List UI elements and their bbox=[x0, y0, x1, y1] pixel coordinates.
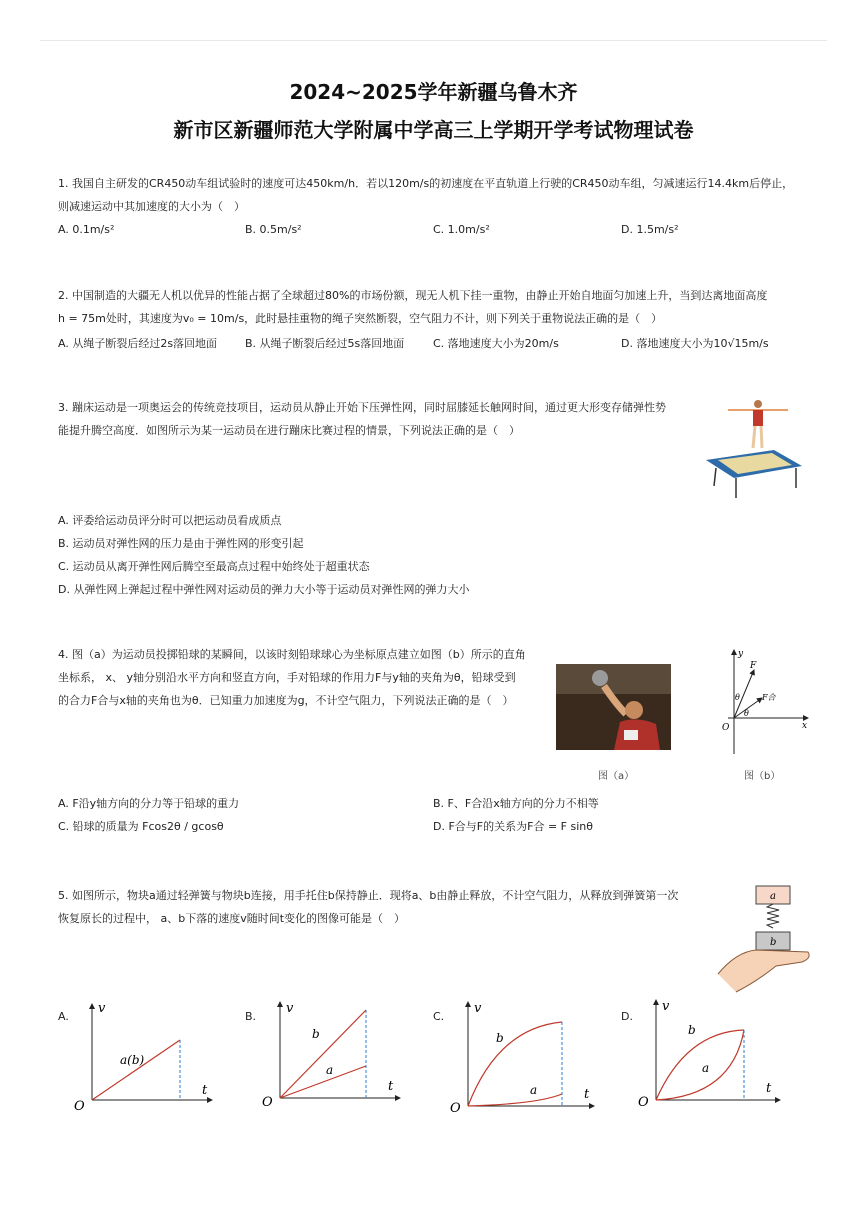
graph-b-letter: B. bbox=[245, 1010, 257, 1023]
q2-option-d[interactable]: D. 落地速度大小为10√15m/s bbox=[621, 337, 769, 350]
q1-option-b[interactable]: B. 0.5m/s² bbox=[245, 223, 302, 236]
block-b-label: b bbox=[770, 937, 777, 948]
graph-b-v-label: v bbox=[286, 1001, 294, 1016]
q2-option-b[interactable]: B. 从绳子断裂后经过5s落回地面 bbox=[245, 337, 405, 350]
graph-d-line-b-label: b bbox=[688, 1023, 696, 1037]
question-3-line2: 能提升腾空高度．如图所示为某一运动员在进行蹦床比赛过程的情景，下列说法正确的是（ ） bbox=[58, 424, 520, 437]
graph-b-line-b-label: b bbox=[312, 1027, 320, 1041]
graph-a[interactable] bbox=[72, 1000, 222, 1115]
fig-b-theta-1: θ bbox=[735, 693, 740, 702]
graph-d-t-label: t bbox=[766, 1081, 772, 1096]
graph-d-origin: O bbox=[638, 1095, 649, 1110]
graph-c-origin: O bbox=[450, 1101, 461, 1116]
force-diagram bbox=[718, 646, 818, 756]
question-1-line2: 则减速运动中其加速度的大小为（ ） bbox=[58, 200, 245, 213]
graph-a-letter: A. bbox=[58, 1010, 69, 1023]
fig-b-fc-label: F合 bbox=[762, 693, 776, 702]
q4-option-d[interactable]: D. F合与F的关系为F合 = F sinθ bbox=[433, 820, 593, 833]
graph-c-line-a-label: a bbox=[530, 1083, 538, 1097]
page-title-line2: 新市区新疆师范大学附属中学高三上学期开学考试物理试卷 bbox=[173, 118, 694, 142]
shot-put-photo bbox=[556, 664, 671, 750]
fig-b-origin-label: O bbox=[722, 723, 730, 733]
q2-option-c[interactable]: C. 落地速度大小为20m/s bbox=[433, 337, 559, 350]
question-2-line2: h = 75m处时，其速度为v₀ = 10m/s，此时悬挂重物的绳子突然断裂，空气阻力不计，则下列关于重物说法正确的是（ ） bbox=[58, 312, 663, 325]
graph-a-origin: O bbox=[74, 1099, 85, 1114]
q4-option-c[interactable]: C. 铅球的质量为 Fcos2θ / gcosθ bbox=[58, 820, 224, 833]
graph-d-line-a-label: a bbox=[702, 1061, 710, 1075]
question-3-line1: 3. 蹦床运动是一项奥运会的传统竞技项目，运动员从静止开始下压弹性网，同时屈膝延长触网时间，通过更大形变存储弹性势 bbox=[58, 401, 666, 414]
question-3 bbox=[58, 396, 698, 442]
q1-option-d[interactable]: D. 1.5m/s² bbox=[621, 223, 679, 236]
graph-d[interactable] bbox=[636, 996, 786, 1111]
fig-b-y-label: y bbox=[738, 649, 744, 659]
graph-c-v-label: v bbox=[474, 1001, 482, 1016]
spring-blocks-figure bbox=[716, 882, 816, 994]
q3-option-a[interactable]: A. 评委给运动员评分时可以把运动员看成质点 bbox=[58, 514, 282, 527]
question-1 bbox=[58, 172, 793, 218]
graph-c[interactable] bbox=[448, 998, 598, 1116]
q4-option-b[interactable]: B. F、F合沿x轴方向的分力不相等 bbox=[433, 797, 599, 810]
question-4-line3: 的合力F合与x轴的夹角也为θ．已知重力加速度为g，不计空气阻力，下列说法正确的是（ ） bbox=[58, 694, 514, 707]
question-4-line1: 4. 图（a）为运动员投掷铅球的某瞬间，以该时刻铅球球心为坐标原点建立如图（b）所示的直角 bbox=[58, 648, 526, 661]
figure-a-caption: 图（a） bbox=[598, 771, 635, 782]
graph-a-t-label: t bbox=[202, 1083, 208, 1098]
q4-option-a[interactable]: A. F沿y轴方向的分力等于铅球的重力 bbox=[58, 797, 240, 810]
q3-option-d[interactable]: D. 从弹性网上弹起过程中弹性网对运动员的弹力大小等于运动员对弹性网的弹力大小 bbox=[58, 583, 470, 596]
figure-b-caption: 图（b） bbox=[744, 771, 781, 782]
q3-option-c[interactable]: C. 运动员从离开弹性网后腾空至最高点过程中始终处于超重状态 bbox=[58, 560, 370, 573]
question-4-line2: 坐标系， x、 y轴分别沿水平方向和竖直方向，手对铅球的作用力F与y轴的夹角为θ，铅球受到 bbox=[58, 671, 516, 684]
question-5 bbox=[58, 884, 718, 930]
block-a-label: a bbox=[770, 891, 776, 902]
fig-b-f-label: F bbox=[750, 661, 757, 671]
graph-a-v-label: v bbox=[98, 1001, 106, 1016]
question-5-line1: 5. 如图所示，物块a通过轻弹簧与物块b连接，用手托住b保持静止．现将a、b由静止释放，不计空气阻力，从释放到弹簧第一次 bbox=[58, 889, 679, 902]
question-1-line1: 1. 我国自主研发的CR450动车组试验时的速度可达450km/h．若以120m/s的初速度在平直轨道上行驶的CR450动车组，匀减速运行14.4km后停止， bbox=[58, 177, 794, 190]
fig-b-theta-2: θ bbox=[744, 709, 749, 718]
q3-option-b[interactable]: B. 运动员对弹性网的压力是由于弹性网的形变引起 bbox=[58, 537, 304, 550]
graph-d-v-label: v bbox=[662, 999, 670, 1014]
graph-b-line-a-label: a bbox=[326, 1063, 334, 1077]
top-divider bbox=[40, 40, 827, 41]
graph-c-line-b-label: b bbox=[496, 1031, 504, 1045]
graph-b[interactable] bbox=[260, 998, 410, 1113]
graph-b-t-label: t bbox=[388, 1079, 394, 1094]
graph-a-line-label: a(b) bbox=[120, 1053, 145, 1067]
q1-option-a[interactable]: A. 0.1m/s² bbox=[58, 223, 115, 236]
graph-c-t-label: t bbox=[584, 1087, 590, 1102]
question-2-line1: 2. 中国制造的大疆无人机以优异的性能占据了全球超过80%的市场份额，现无人机下挂一重物，由静止开始自地面匀加速上升，当到达离地面高度 bbox=[58, 289, 768, 302]
q1-option-c[interactable]: C. 1.0m/s² bbox=[433, 223, 490, 236]
graph-c-letter: C. bbox=[433, 1010, 445, 1023]
graph-d-letter: D. bbox=[621, 1010, 633, 1023]
q2-option-a[interactable]: A. 从绳子断裂后经过2s落回地面 bbox=[58, 337, 218, 350]
question-5-line2: 恢复原长的过程中， a、b下落的速度v随时间t变化的图像可能是（ ） bbox=[58, 912, 406, 925]
trampoline-figure bbox=[700, 398, 805, 502]
question-4 bbox=[58, 643, 553, 712]
question-2 bbox=[58, 284, 767, 330]
page-title-line1: 2024~2025学年新疆乌鲁木齐 bbox=[289, 80, 578, 104]
fig-b-x-label: x bbox=[802, 721, 808, 731]
graph-b-origin: O bbox=[262, 1095, 273, 1110]
